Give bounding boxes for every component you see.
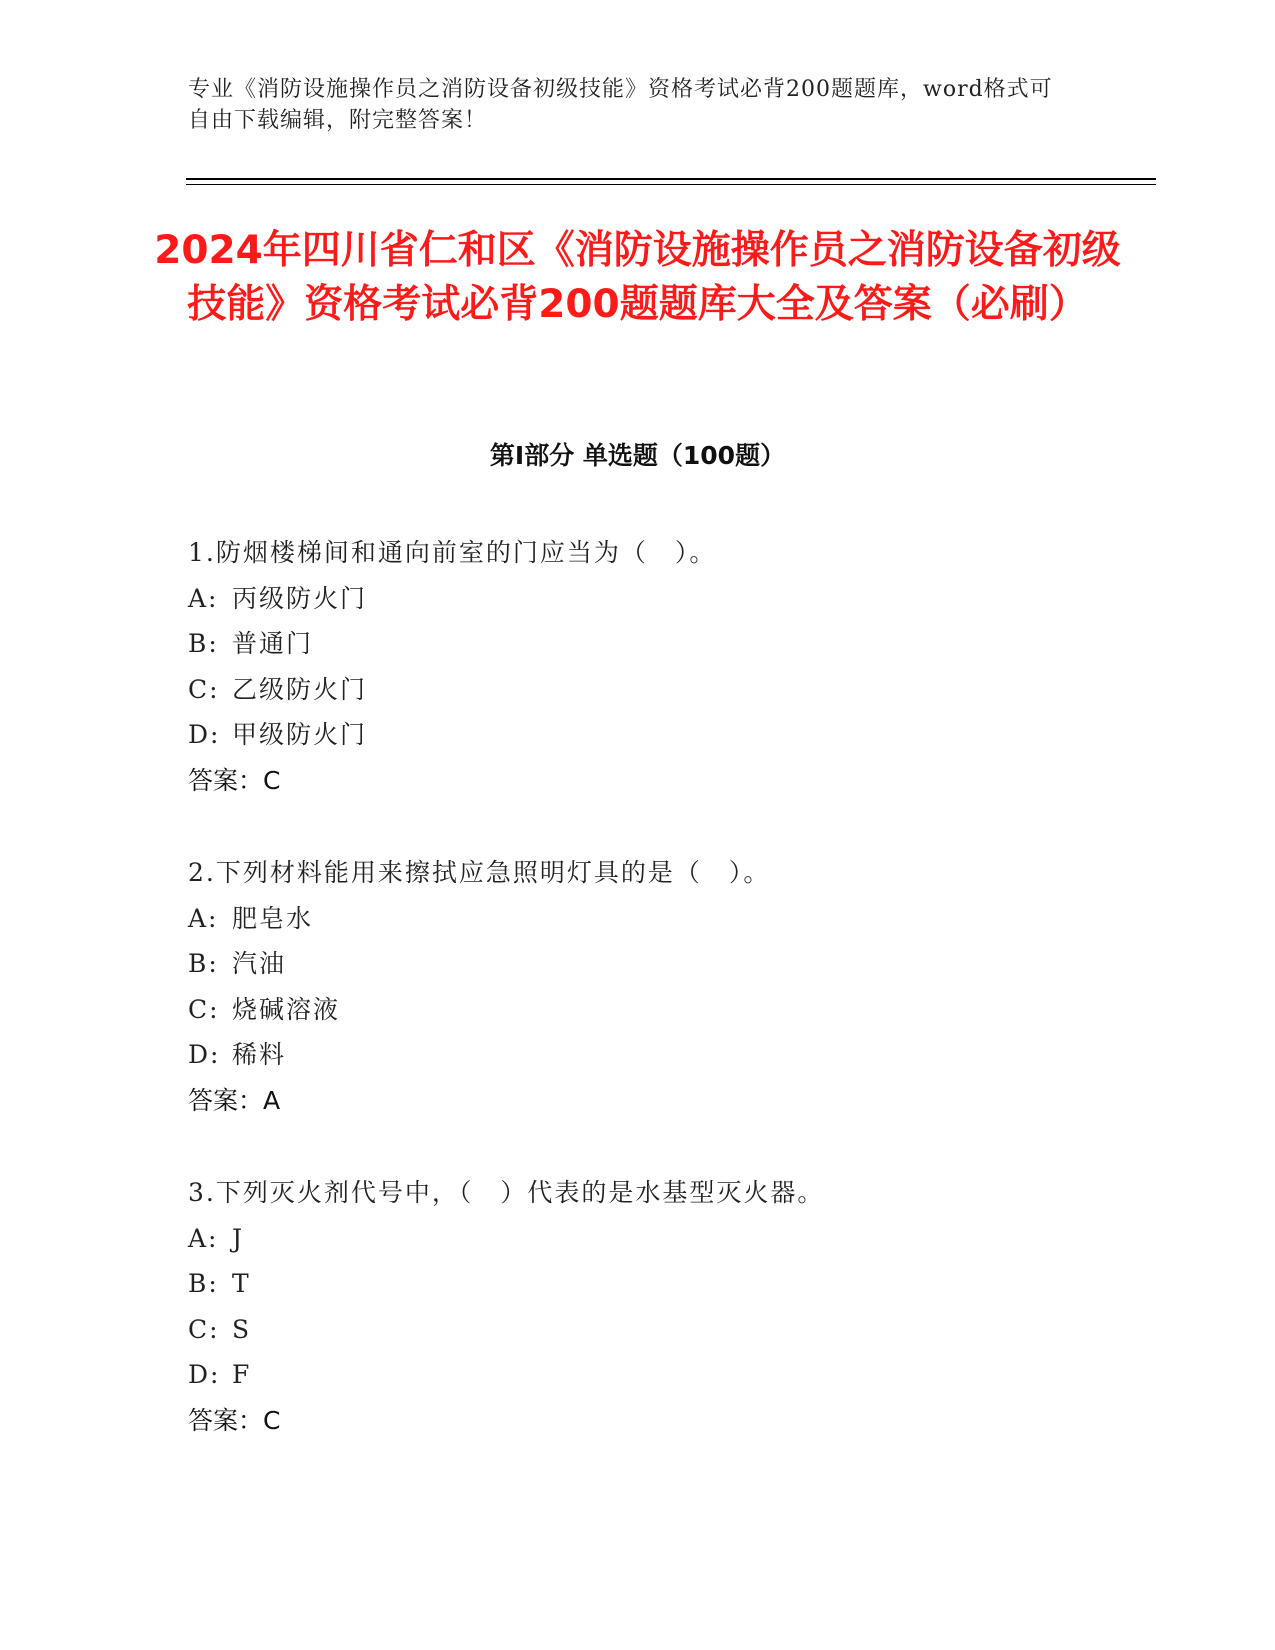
option-c: [188, 987, 1088, 1033]
option-d: [188, 1032, 1088, 1078]
answer-line: [188, 1398, 1088, 1444]
answer-label: 答案：: [188, 1405, 264, 1435]
option-text: T: [232, 1269, 251, 1298]
option-key: A:: [188, 903, 219, 933]
option-text: 甲级防火门: [232, 720, 368, 749]
option-key: C:: [188, 674, 220, 704]
answer-label: 答案：: [188, 1085, 264, 1115]
answer-line: [188, 1078, 1088, 1124]
option-key: C:: [188, 1314, 220, 1344]
question-stem: 3.下列灭火剂代号中，（ ）代表的是水基型灭火器。: [188, 1178, 825, 1207]
question-item: [188, 850, 1088, 1170]
option-text: 乙级防火门: [232, 674, 368, 704]
option-key: C:: [188, 994, 220, 1024]
option-b: [188, 1261, 1088, 1307]
option-key: A:: [188, 583, 219, 613]
option-text: 肥皂水: [232, 903, 314, 933]
question-stem: 1.防烟楼梯间和通向前室的门应当为（ ）。: [188, 538, 717, 567]
option-c: [188, 1307, 1088, 1353]
question-item: [188, 530, 1088, 850]
option-a: [188, 1216, 1088, 1262]
option-text: F: [232, 1360, 252, 1389]
answer-value: C: [263, 1405, 281, 1435]
option-key: B:: [188, 629, 219, 658]
header-rule-thick: [186, 178, 1156, 180]
question-stem: 2.下列材料能用来擦拭应急照明灯具的是（ ）。: [188, 858, 771, 887]
option-a: [188, 896, 1088, 942]
option-key: D:: [188, 720, 221, 749]
option-key: B:: [188, 1269, 219, 1298]
option-key: A:: [188, 1223, 219, 1253]
question-item: [188, 1170, 1088, 1490]
option-text: 汽油: [232, 949, 287, 978]
answer-value: C: [263, 765, 281, 795]
question-list: [188, 530, 1088, 1490]
option-key: D:: [188, 1360, 221, 1389]
option-text: 普通门: [232, 629, 314, 658]
option-c: [188, 667, 1088, 713]
option-key: D:: [188, 1040, 221, 1069]
option-d: [188, 1352, 1088, 1398]
answer-line: [188, 758, 1088, 804]
section-title: 第Ⅰ部分 单选题（100题）: [489, 441, 786, 470]
option-text: J: [232, 1223, 245, 1253]
option-a: [188, 576, 1088, 622]
option-b: [188, 621, 1088, 667]
header-rule-thin: [186, 184, 1156, 185]
answer-label: 答案：: [188, 765, 264, 795]
header-note: 专业《消防设施操作员之消防设备初级技能》资格考试必背200题题库，word格式可自由下载编辑，附完整答案！: [188, 77, 1053, 133]
answer-value: A: [263, 1085, 281, 1115]
option-d: [188, 712, 1088, 758]
option-b: [188, 941, 1088, 987]
option-text: 稀料: [232, 1040, 287, 1069]
option-key: B:: [188, 949, 219, 978]
document-title: 2024年四川省仁和区《消防设施操作员之消防设备初级技能》资格考试必背200题题库大全及答案（必刷）: [154, 228, 1121, 327]
option-text: 烧碱溶液: [232, 994, 341, 1024]
option-text: S: [232, 1314, 252, 1344]
option-text: 丙级防火门: [232, 583, 368, 613]
